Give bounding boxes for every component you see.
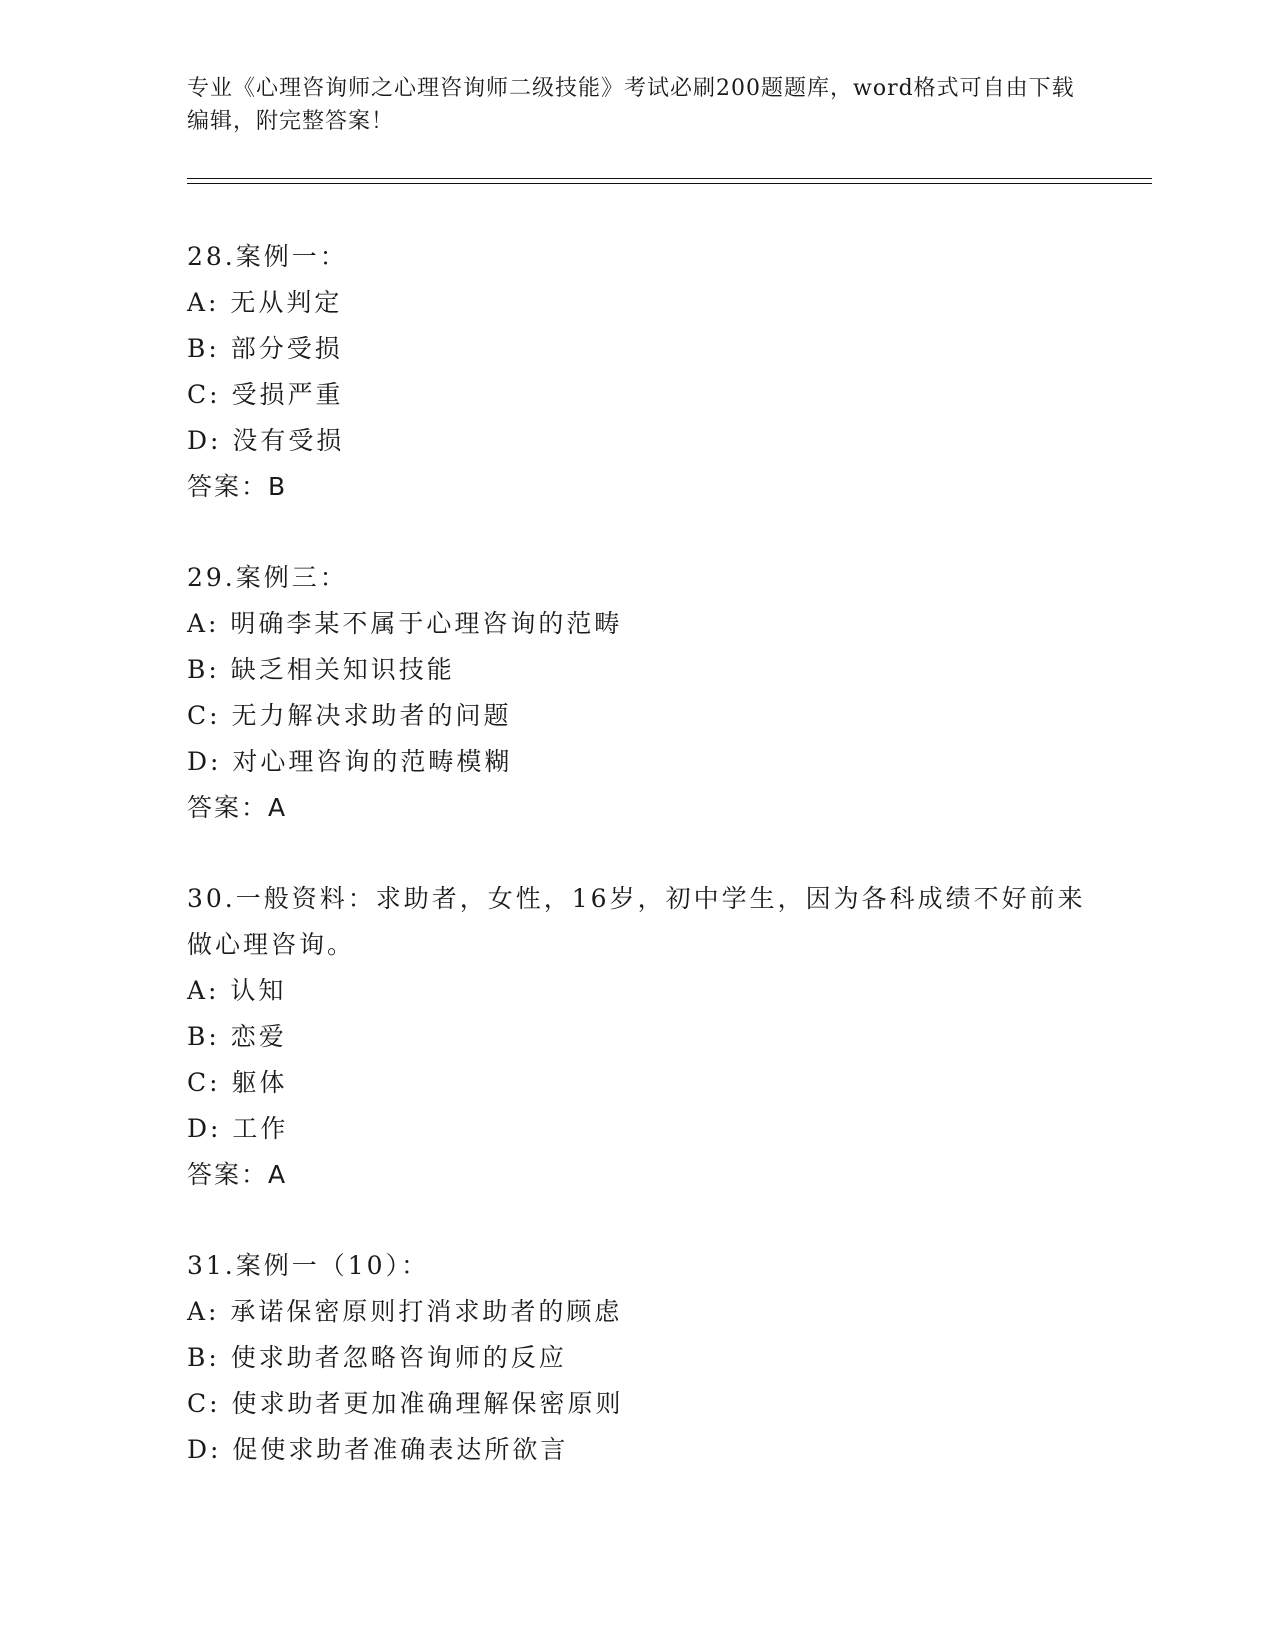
option-b: B: 恋爱 xyxy=(187,1022,287,1051)
document-intro: 专业《心理咨询师之心理咨询师二级技能》考试必刷200题题库，word格式可自由下载编辑，附完整答案！ xyxy=(187,76,1075,134)
option-b: B: 缺乏相关知识技能 xyxy=(187,655,455,684)
option-a: A: 承诺保密原则打消求助者的顾虑 xyxy=(187,1297,623,1326)
option-b: B: 使求助者忽略咨询师的反应 xyxy=(187,1343,567,1372)
question-stem: 29.案例三： xyxy=(187,563,348,592)
option-c: C: 使求助者更加准确理解保密原则 xyxy=(187,1389,624,1418)
answer-line: 答案：A xyxy=(187,1160,288,1189)
option-c: C: 受损严重 xyxy=(187,380,344,409)
question-stem: 30.一般资料：求助者，女性，16岁，初中学生，因为各科成绩不好前来做心理咨询。 xyxy=(187,884,1086,959)
question-29 xyxy=(187,555,1087,831)
header-divider-top xyxy=(187,178,1152,179)
option-d: D: 对心理咨询的范畴模糊 xyxy=(187,747,513,776)
option-a: A: 明确李某不属于心理咨询的范畴 xyxy=(187,609,623,638)
question-stem: 28.案例一： xyxy=(187,242,348,271)
option-d: D: 工作 xyxy=(187,1114,289,1143)
question-stem: 31.案例一（10）： xyxy=(187,1251,430,1280)
option-b: B: 部分受损 xyxy=(187,334,343,363)
question-31 xyxy=(187,1243,1087,1473)
option-a: A: 无从判定 xyxy=(187,288,343,317)
option-d: D: 没有受损 xyxy=(187,426,345,455)
answer-line: 答案：A xyxy=(187,793,288,822)
question-28 xyxy=(187,234,1087,510)
option-a: A: 认知 xyxy=(187,976,287,1005)
header-divider-bottom xyxy=(187,183,1152,184)
option-c: C: 躯体 xyxy=(187,1068,288,1097)
question-30 xyxy=(187,876,1087,1198)
answer-line: 答案：B xyxy=(187,472,288,501)
option-c: C: 无力解决求助者的问题 xyxy=(187,701,512,730)
option-d: D: 促使求助者准确表达所欲言 xyxy=(187,1435,569,1464)
